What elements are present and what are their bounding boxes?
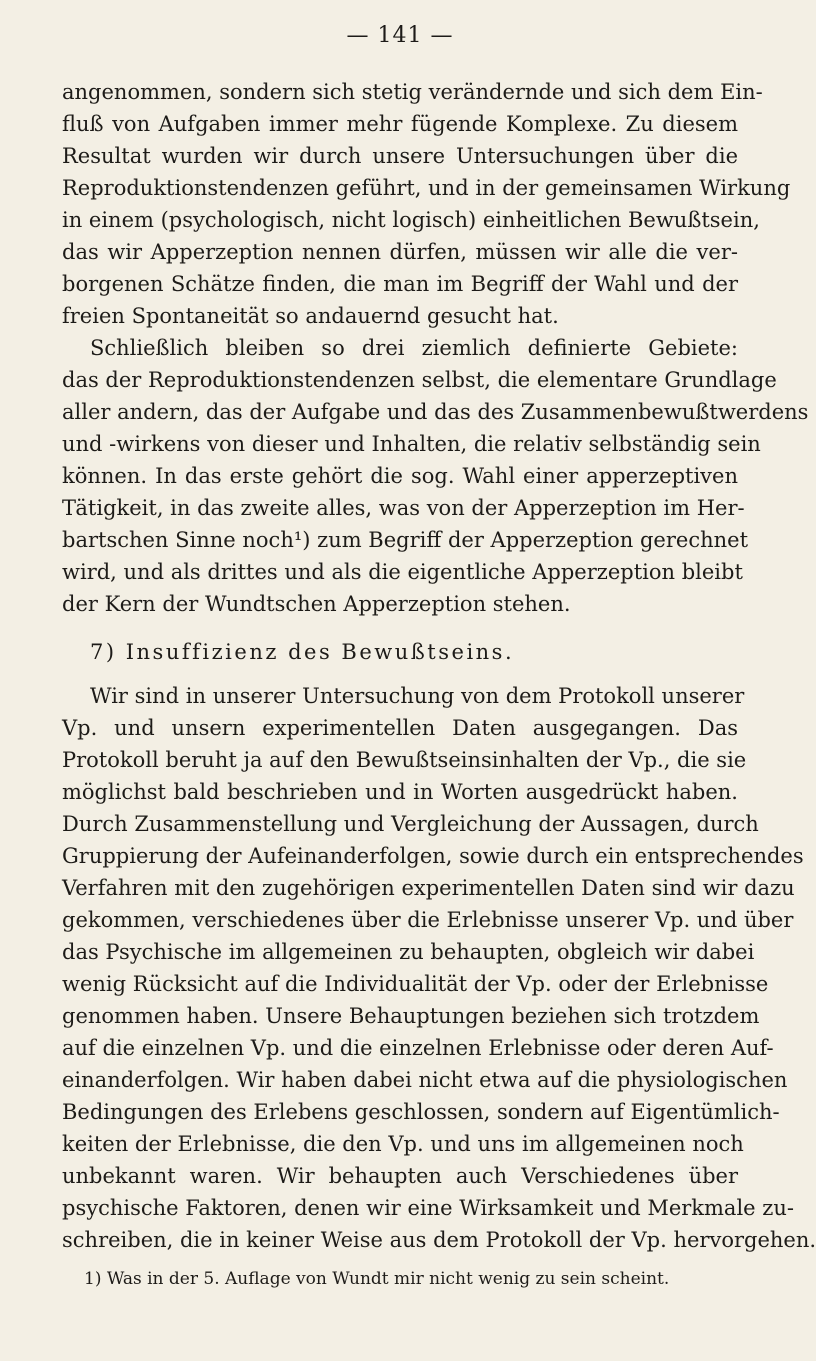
text-line: Resultat wurden wir durch unsere Untersuchungen über die bbox=[62, 144, 738, 168]
section-heading: 7) Insuffizienz des Bewußtseins. bbox=[90, 640, 515, 664]
text-line: Gruppierung der Aufeinanderfolgen, sowie durch ein entsprechendes bbox=[62, 844, 804, 868]
text-line: borgenen Schätze finden, die man im Begriff der Wahl und der bbox=[62, 272, 738, 296]
paragraph-3 bbox=[62, 680, 816, 1256]
text-line: auf die einzelnen Vp. und die einzelnen Erlebnisse oder deren Auf- bbox=[62, 1036, 774, 1060]
paragraph-1 bbox=[62, 76, 791, 332]
text-line: können. In das erste gehört die sog. Wahl einer apperzeptiven bbox=[62, 464, 738, 488]
text-line: und -wirkens von dieser und Inhalten, die relativ selbständig sein bbox=[62, 432, 761, 456]
page-number: — 141 — bbox=[346, 23, 454, 48]
text-line: einanderfolgen. Wir haben dabei nicht etwa auf die physiologischen bbox=[62, 1068, 788, 1092]
text-line: in einem (psychologisch, nicht logisch) einheitlichen Bewußtsein, bbox=[62, 208, 760, 232]
text-line: das wir Apperzeption nennen dürfen, müssen wir alle die ver- bbox=[62, 240, 738, 264]
text-line: möglichst bald beschrieben und in Worten ausgedrückt haben. bbox=[62, 780, 738, 804]
text-line: Reproduktionstendenzen geführt, und in der gemeinsamen Wirkung bbox=[62, 176, 791, 200]
text-line: wenig Rücksicht auf die Individualität der Vp. oder der Erlebnisse bbox=[62, 972, 769, 996]
footnote: 1) Was in der 5. Auflage von Wundt mir nicht wenig zu sein scheint. bbox=[84, 1269, 670, 1289]
text-line: fluß von Aufgaben immer mehr fügende Komplexe. Zu diesem bbox=[62, 112, 738, 136]
text-line: Schließlich bleiben so drei ziemlich definierte Gebiete: bbox=[90, 336, 738, 360]
text-line: freien Spontaneität so andauernd gesucht hat. bbox=[62, 304, 559, 328]
text-line: Vp. und unsern experimentellen Daten ausgegangen. Das bbox=[62, 716, 738, 740]
text-line: genommen haben. Unsere Behauptungen beziehen sich trotzdem bbox=[62, 1004, 760, 1028]
text-line: unbekannt waren. Wir behaupten auch Verschiedenes über bbox=[62, 1164, 738, 1188]
text-line: angenommen, sondern sich stetig verändernde und sich dem Ein- bbox=[62, 80, 763, 104]
text-line: Protokoll beruht ja auf den Bewußtseinsinhalten der Vp., die sie bbox=[62, 748, 747, 772]
text-line: Tätigkeit, in das zweite alles, was von der Apperzeption im Her- bbox=[62, 496, 745, 520]
text-line: der Kern der Wundtschen Apperzeption stehen. bbox=[62, 592, 571, 616]
text-line: Wir sind in unserer Untersuchung von dem Protokoll unserer bbox=[90, 684, 745, 708]
text-line: Bedingungen des Erlebens geschlossen, sondern auf Eigentümlich- bbox=[62, 1100, 780, 1124]
paragraph-2 bbox=[62, 332, 809, 620]
text-line: gekommen, verschiedenes über die Erlebnisse unserer Vp. und über bbox=[62, 908, 794, 932]
text-line: schreiben, die in keiner Weise aus dem Protokoll der Vp. hervorgehen. bbox=[62, 1228, 816, 1252]
text-line: psychische Faktoren, denen wir eine Wirksamkeit und Merkmale zu- bbox=[62, 1196, 794, 1220]
text-line: das Psychische im allgemeinen zu behaupten, obgleich wir dabei bbox=[62, 940, 755, 964]
text-line: Verfahren mit den zugehörigen experimentellen Daten sind wir dazu bbox=[62, 876, 795, 900]
text-line: keiten der Erlebnisse, die den Vp. und uns im allgemeinen noch bbox=[62, 1132, 744, 1156]
text-line: wird, und als drittes und als die eigentliche Apperzeption bleibt bbox=[62, 560, 743, 584]
text-line: aller andern, das der Aufgabe und das des Zusammenbewußtwerdens bbox=[62, 400, 809, 424]
text-line: bartschen Sinne noch¹) zum Begriff der Apperzeption gerechnet bbox=[62, 528, 749, 552]
text-line: Durch Zusammenstellung und Vergleichung der Aussagen, durch bbox=[62, 812, 759, 836]
text-line: das der Reproduktionstendenzen selbst, die elementare Grundlage bbox=[62, 368, 777, 392]
